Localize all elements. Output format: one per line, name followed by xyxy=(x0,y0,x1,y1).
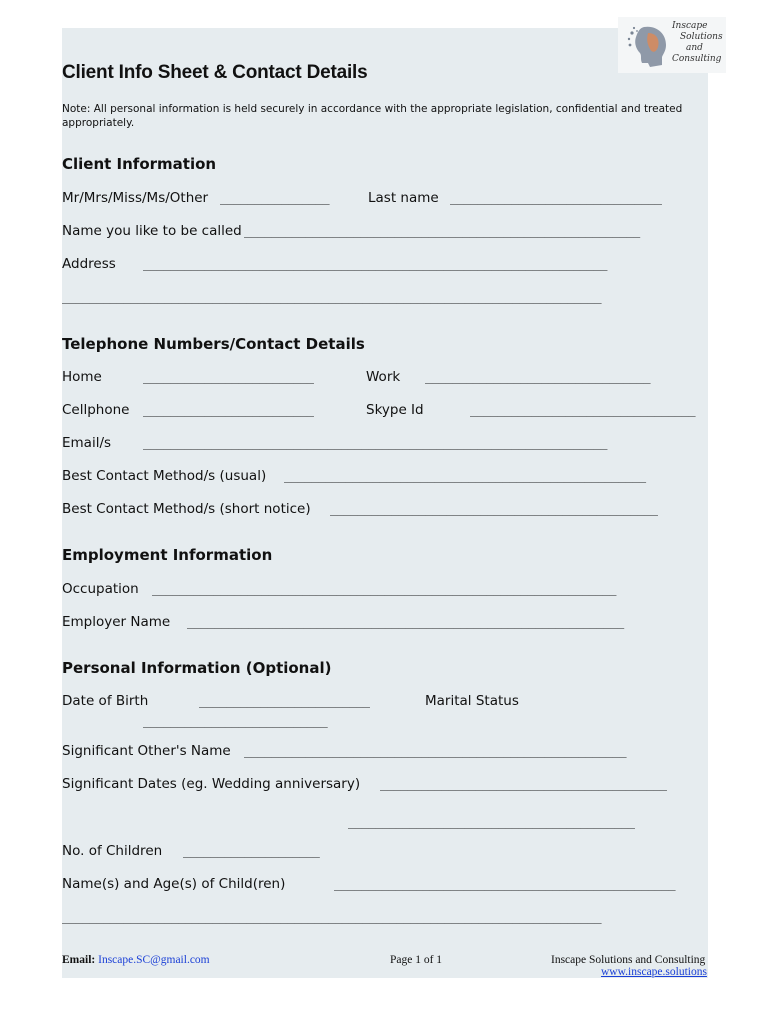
logo-word: Solutions xyxy=(680,32,723,42)
title-field-label: Mr/Mrs/Miss/Ms/Other xyxy=(62,190,209,206)
significant-dates-line-2[interactable]: __________________________________________ xyxy=(348,815,635,829)
footer-website-link[interactable]: www.inscape.solutions xyxy=(601,966,707,978)
privacy-note: Note: All personal information is held securely in accordance with the appropriate legislation, confidential and treated appropriately. xyxy=(62,103,683,129)
dob-label: Date of Birth xyxy=(62,693,149,709)
section-heading-employment: Employment Information xyxy=(62,546,273,564)
significant-dates-line-1[interactable]: __________________________________________ xyxy=(380,777,667,791)
skype-label: Skype Id xyxy=(366,402,424,418)
children-count-line[interactable]: ____________________ xyxy=(183,844,320,858)
logo-word: and xyxy=(686,43,703,53)
footer-company: Inscape Solutions and Consulting xyxy=(551,954,706,966)
last-name-line[interactable]: _______________________________ xyxy=(450,191,662,205)
email-label: Email/s xyxy=(62,435,112,451)
logo-word: Consulting xyxy=(672,54,722,64)
last-name-label: Last name xyxy=(368,190,439,206)
cellphone-label: Cellphone xyxy=(62,402,130,418)
significant-other-label: Significant Other's Name xyxy=(62,743,231,759)
title-field-line[interactable]: ________________ xyxy=(220,191,330,205)
home-label: Home xyxy=(62,369,102,385)
cellphone-line[interactable]: _________________________ xyxy=(143,403,314,417)
marital-status-line[interactable]: ___________________________ xyxy=(143,714,328,728)
section-heading-client: Client Information xyxy=(62,155,217,173)
address-line-1[interactable]: ____________________________________________________________________ xyxy=(143,257,608,271)
work-phone-line[interactable]: _________________________________ xyxy=(425,370,651,384)
logo-word: Inscape xyxy=(672,21,708,31)
logo-wordmark xyxy=(672,21,723,65)
address-label: Address xyxy=(62,256,116,272)
company-logo xyxy=(618,17,726,73)
employer-label: Employer Name xyxy=(62,614,171,630)
email-line[interactable]: ____________________________________________________________________ xyxy=(143,436,608,450)
head-silhouette-icon xyxy=(626,23,670,69)
children-names-line-2[interactable]: _______________________________________________________________________________ xyxy=(62,910,602,924)
home-phone-line[interactable]: _________________________ xyxy=(143,370,314,384)
best-contact-usual-label: Best Contact Method/s (usual) xyxy=(62,468,267,484)
dob-line[interactable]: _________________________ xyxy=(199,694,370,708)
address-line-2[interactable]: _______________________________________________________________________________ xyxy=(62,290,602,304)
skype-line[interactable]: _________________________________ xyxy=(470,403,696,417)
significant-other-line[interactable]: ________________________________________________________ xyxy=(244,744,627,758)
page-title: Client Info Sheet & Contact Details xyxy=(62,62,368,83)
marital-status-label: Marital Status xyxy=(425,693,519,709)
children-names-label: Name(s) and Age(s) of Child(ren) xyxy=(62,876,286,892)
footer-email xyxy=(62,954,210,966)
best-contact-short-line[interactable]: ________________________________________________ xyxy=(330,502,658,516)
employer-line[interactable]: ________________________________________________________________ xyxy=(187,615,624,629)
work-label: Work xyxy=(366,369,401,385)
footer-email-link[interactable]: Inscape.SC@gmail.com xyxy=(98,954,210,966)
best-contact-usual-line[interactable]: _____________________________________________________ xyxy=(284,469,646,483)
section-heading-telephone: Telephone Numbers/Contact Details xyxy=(62,335,365,353)
significant-dates-label: Significant Dates (eg. Wedding anniversary) xyxy=(62,776,361,792)
footer-email-label: Email: xyxy=(62,954,96,966)
section-heading-personal: Personal Information (Optional) xyxy=(62,659,332,677)
occupation-line[interactable]: ____________________________________________________________________ xyxy=(152,582,617,596)
children-names-line-1[interactable]: __________________________________________________ xyxy=(334,877,676,891)
children-count-label: No. of Children xyxy=(62,843,163,859)
name-called-line[interactable]: __________________________________________________________ xyxy=(244,224,640,238)
occupation-label: Occupation xyxy=(62,581,139,597)
name-called-label: Name you like to be called xyxy=(62,223,242,239)
page-number: Page 1 of 1 xyxy=(390,954,443,966)
best-contact-short-label: Best Contact Method/s (short notice) xyxy=(62,501,311,517)
